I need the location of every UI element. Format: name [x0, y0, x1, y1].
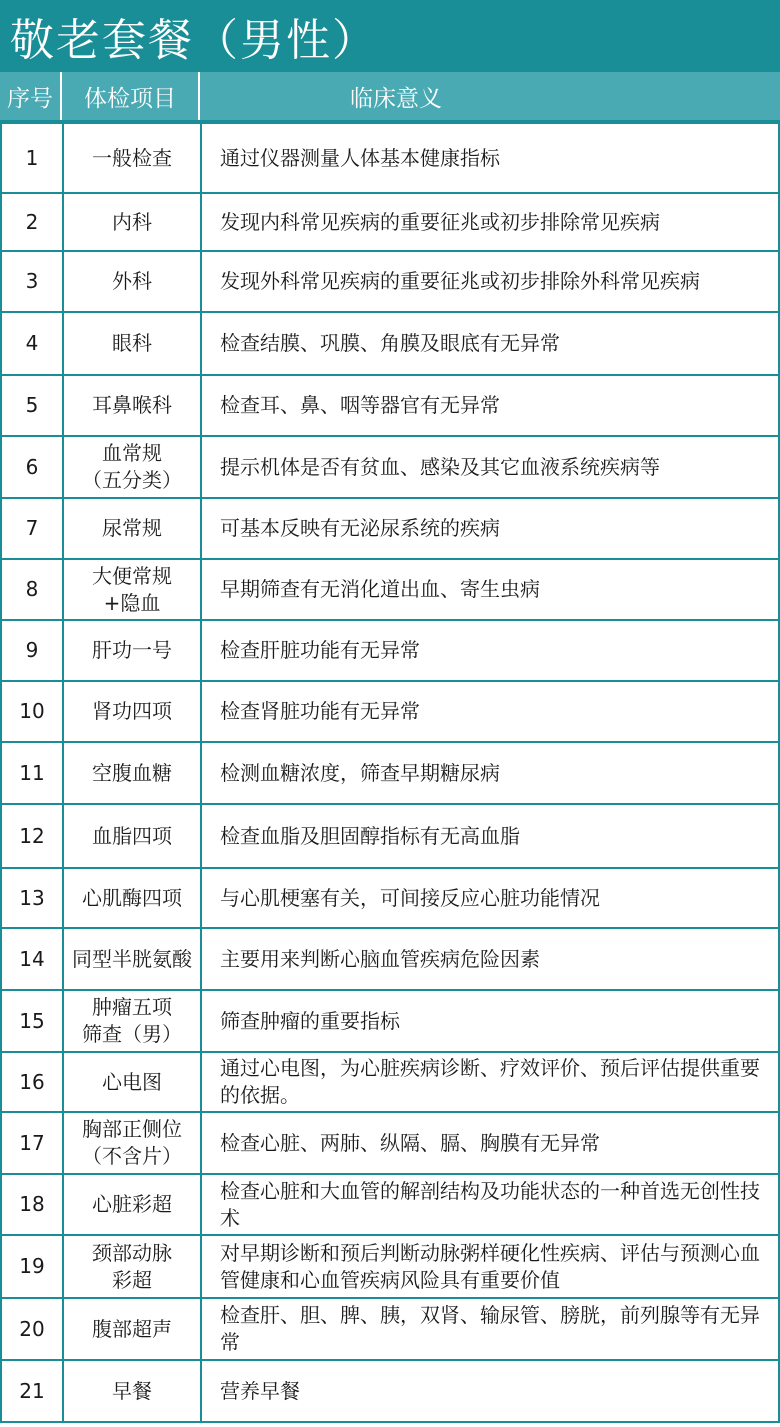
table-row [1, 1298, 779, 1360]
row-number: 21 [1, 1360, 63, 1422]
table-row [1, 681, 779, 742]
header-num: 序号 [0, 72, 62, 120]
table-row [1, 742, 779, 804]
row-exam-item: 尿常规 [63, 498, 201, 559]
table-row [1, 804, 779, 868]
row-exam-item: 腹部超声 [63, 1298, 201, 1360]
row-number: 12 [1, 804, 63, 868]
row-exam-item: 耳鼻喉科 [63, 375, 201, 436]
row-number: 16 [1, 1052, 63, 1112]
row-clinical-meaning: 检测血糖浓度，筛查早期糖尿病 [201, 742, 779, 804]
row-exam-item: 外科 [63, 251, 201, 312]
table-row [1, 1235, 779, 1298]
row-clinical-meaning: 营养早餐 [201, 1360, 779, 1422]
table-row [1, 928, 779, 990]
table-row [1, 375, 779, 436]
row-clinical-meaning: 检查肝脏功能有无异常 [201, 620, 779, 681]
row-exam-item: 血常规 （五分类） [63, 436, 201, 498]
row-number: 11 [1, 742, 63, 804]
table-row [1, 312, 779, 375]
row-number: 17 [1, 1112, 63, 1174]
row-exam-item: 心脏彩超 [63, 1174, 201, 1235]
row-exam-item: 内科 [63, 193, 201, 251]
row-number: 4 [1, 312, 63, 375]
row-number: 14 [1, 928, 63, 990]
row-clinical-meaning: 对早期诊断和预后判断动脉粥样硬化性疾病、评估与预测心血管健康和心血管疾病风险具有重要价值 [201, 1235, 779, 1298]
row-exam-item: 肝功一号 [63, 620, 201, 681]
table-row [1, 868, 779, 928]
table-row [1, 1174, 779, 1235]
table-row [1, 251, 779, 312]
row-clinical-meaning: 通过心电图，为心脏疾病诊断、疗效评价、预后评估提供重要的依据。 [201, 1052, 779, 1112]
page-title-bar [0, 0, 780, 72]
row-clinical-meaning: 筛查肿瘤的重要指标 [201, 990, 779, 1052]
row-number: 5 [1, 375, 63, 436]
row-number: 15 [1, 990, 63, 1052]
row-number: 1 [1, 123, 63, 193]
table-row [1, 1112, 779, 1174]
row-exam-item: 一般检查 [63, 123, 201, 193]
row-exam-item: 心电图 [63, 1052, 201, 1112]
table-row [1, 436, 779, 498]
row-number: 9 [1, 620, 63, 681]
row-clinical-meaning: 通过仪器测量人体基本健康指标 [201, 123, 779, 193]
table-row [1, 123, 779, 193]
row-clinical-meaning: 发现外科常见疾病的重要征兆或初步排除外科常见疾病 [201, 251, 779, 312]
row-exam-item: 眼科 [63, 312, 201, 375]
row-clinical-meaning: 检查肝、胆、脾、胰，双肾、输尿管、膀胱，前列腺等有无异常 [201, 1298, 779, 1360]
row-clinical-meaning: 检查肾脏功能有无异常 [201, 681, 779, 742]
row-clinical-meaning: 检查结膜、巩膜、角膜及眼底有无异常 [201, 312, 779, 375]
row-exam-item: 同型半胱氨酸 [63, 928, 201, 990]
row-clinical-meaning: 可基本反映有无泌尿系统的疾病 [201, 498, 779, 559]
table-row [1, 990, 779, 1052]
table-row [1, 193, 779, 251]
row-clinical-meaning: 检查心脏、两肺、纵隔、膈、胸膜有无异常 [201, 1112, 779, 1174]
row-clinical-meaning: 检查血脂及胆固醇指标有无高血脂 [201, 804, 779, 868]
row-number: 3 [1, 251, 63, 312]
row-number: 10 [1, 681, 63, 742]
row-exam-item: 血脂四项 [63, 804, 201, 868]
exam-table [0, 122, 780, 1423]
table-header [0, 72, 780, 122]
row-exam-item: 大便常规 +隐血 [63, 559, 201, 620]
table-row [1, 498, 779, 559]
row-exam-item: 空腹血糖 [63, 742, 201, 804]
table-row [1, 620, 779, 681]
header-item: 体检项目 [62, 72, 200, 120]
row-exam-item: 早餐 [63, 1360, 201, 1422]
row-clinical-meaning: 主要用来判断心脑血管疾病危险因素 [201, 928, 779, 990]
page-title: 敬老套餐（男性） [10, 15, 378, 66]
row-number: 2 [1, 193, 63, 251]
row-number: 8 [1, 559, 63, 620]
row-number: 18 [1, 1174, 63, 1235]
row-clinical-meaning: 发现内科常见疾病的重要征兆或初步排除常见疾病 [201, 193, 779, 251]
row-clinical-meaning: 早期筛查有无消化道出血、寄生虫病 [201, 559, 779, 620]
row-clinical-meaning: 检查心脏和大血管的解剖结构及功能状态的一种首选无创性技术 [201, 1174, 779, 1235]
row-number: 20 [1, 1298, 63, 1360]
row-clinical-meaning: 与心肌梗塞有关，可间接反应心脏功能情况 [201, 868, 779, 928]
row-number: 19 [1, 1235, 63, 1298]
row-clinical-meaning: 提示机体是否有贫血、感染及其它血液系统疾病等 [201, 436, 779, 498]
row-exam-item: 胸部正侧位 （不含片） [63, 1112, 201, 1174]
row-exam-item: 心肌酶四项 [63, 868, 201, 928]
table-row [1, 1360, 779, 1422]
row-number: 7 [1, 498, 63, 559]
row-clinical-meaning: 检查耳、鼻、咽等器官有无异常 [201, 375, 779, 436]
row-exam-item: 肿瘤五项 筛查（男） [63, 990, 201, 1052]
row-exam-item: 颈部动脉 彩超 [63, 1235, 201, 1298]
row-number: 6 [1, 436, 63, 498]
header-desc: 临床意义 [350, 85, 442, 112]
table-row [1, 1052, 779, 1112]
row-exam-item: 肾功四项 [63, 681, 201, 742]
row-number: 13 [1, 868, 63, 928]
table-row [1, 559, 779, 620]
